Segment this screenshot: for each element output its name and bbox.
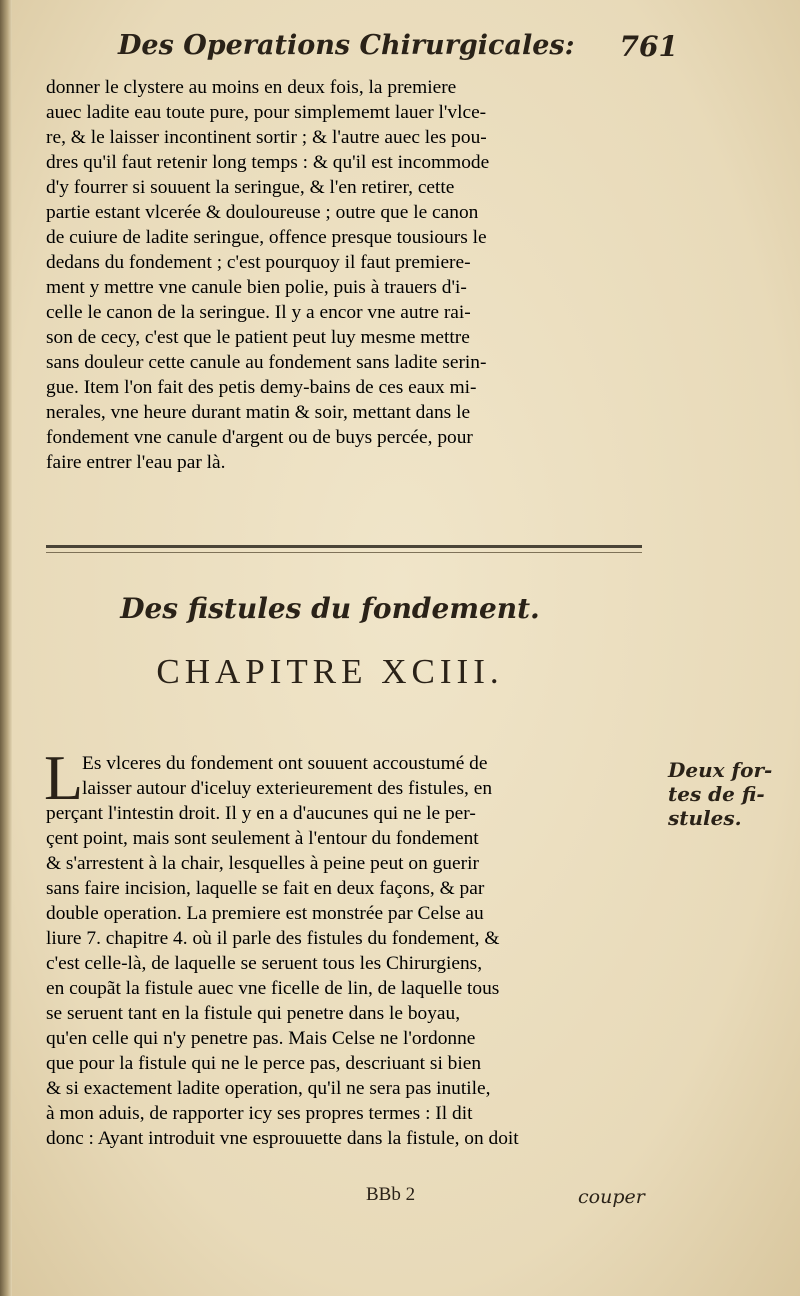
text-line: dedans du fondement ; c'est pourquoy il faut premiere- bbox=[46, 252, 471, 273]
text-line: c'est celle-là, de laquelle se seruent tous les Chirurgiens, bbox=[46, 953, 483, 974]
text-line: çent point, mais sont seulement à l'entour du fondement bbox=[46, 828, 479, 849]
text-line: ment y mettre vne canule bien polie, puis à trauers d'i- bbox=[46, 277, 467, 298]
margin-note-line: tes de fi- bbox=[668, 782, 765, 806]
page-gutter-shadow bbox=[0, 0, 12, 1296]
running-title: Des Operations Chirurgicales: bbox=[118, 30, 575, 61]
running-header bbox=[118, 30, 678, 70]
text-line: gue. Item l'on fait des petis demy-bains de ces eaux mi- bbox=[46, 377, 477, 398]
margin-note bbox=[668, 758, 788, 830]
text-line: double operation. La premiere est monstrée par Celse au bbox=[46, 903, 484, 924]
text-line: fondement vne canule d'argent ou de buys percée, pour bbox=[46, 427, 473, 448]
text-line: de cuiure de ladite seringue, offence presque tousiours le bbox=[46, 227, 487, 248]
margin-note-line: stules. bbox=[668, 806, 742, 830]
text-line: son de cecy, c'est que le patient peut luy mesme mettre bbox=[46, 327, 470, 348]
text-line: se seruent tant en la fistule qui penetre dans le boyau, bbox=[46, 1003, 461, 1024]
text-line: qu'en celle qui n'y penetre pas. Mais Celse ne l'ordonne bbox=[46, 1028, 476, 1049]
text-line: dres qu'il faut retenir long temps : & qu'il est incommode bbox=[46, 152, 490, 173]
text-line: & s'arrestent à la chair, lesquelles à peine peut on guerir bbox=[46, 853, 479, 874]
page-number: 761 bbox=[619, 30, 678, 63]
text-line: sans faire incision, laquelle se fait en deux façons, & par bbox=[46, 878, 485, 899]
text-line: liure 7. chapitre 4. où il parle des fistules du fondement, & bbox=[46, 928, 500, 949]
text-line: que pour la fistule qui ne le perce pas, descriuant si bien bbox=[46, 1053, 482, 1074]
text-line: perçant l'intestin droit. Il y en a d'aucunes qui ne le per- bbox=[46, 803, 476, 824]
text-line: & si exactement ladite operation, qu'il ne sera pas inutile, bbox=[46, 1078, 491, 1099]
section-title: Des fistules du fondement. bbox=[120, 592, 540, 625]
text-line: auec ladite eau toute pure, pour simplememt lauer l'vlce- bbox=[46, 102, 487, 123]
chapter-heading: CHAPITRE XCIII. bbox=[156, 652, 504, 691]
text-line: à mon aduis, de rapporter icy ses propres termes : Il dit bbox=[46, 1103, 473, 1124]
text-line: donc : Ayant introduit vne esprouuette dans la fistule, on doit bbox=[46, 1128, 519, 1149]
margin-note-line: Deux for- bbox=[668, 758, 773, 782]
text-line: en coupãt la fistule auec vne ficelle de lin, de laquelle tous bbox=[46, 978, 500, 999]
text-line: Es vlceres du fondement ont souuent accoustumé de bbox=[82, 753, 488, 774]
text-line: celle le canon de la seringue. Il y a encor vne autre rai- bbox=[46, 302, 471, 323]
text-line: faire entrer l'eau par là. bbox=[46, 452, 226, 473]
text-line: partie estant vlcerée & douloureuse ; outre que le canon bbox=[46, 202, 479, 223]
text-line: nerales, vne heure durant matin & soir, mettant dans le bbox=[46, 402, 471, 423]
section-divider bbox=[46, 545, 642, 553]
drop-cap: L bbox=[44, 742, 84, 813]
catchword: couper bbox=[578, 1186, 645, 1208]
signature-mark: BBb 2 bbox=[366, 1184, 416, 1205]
text-line: re, & le laisser incontinent sortir ; & l'autre auec les pou- bbox=[46, 127, 487, 148]
text-line: sans douleur cette canule au fondement sans ladite serin- bbox=[46, 352, 487, 373]
text-line: laisser autour d'iceluy exterieurement des fistules, en bbox=[82, 778, 493, 799]
text-line: d'y fourrer si souuent la seringue, & l'en retirer, cette bbox=[46, 177, 455, 198]
text-line: donner le clystere au moins en deux fois, la premiere bbox=[46, 77, 457, 98]
